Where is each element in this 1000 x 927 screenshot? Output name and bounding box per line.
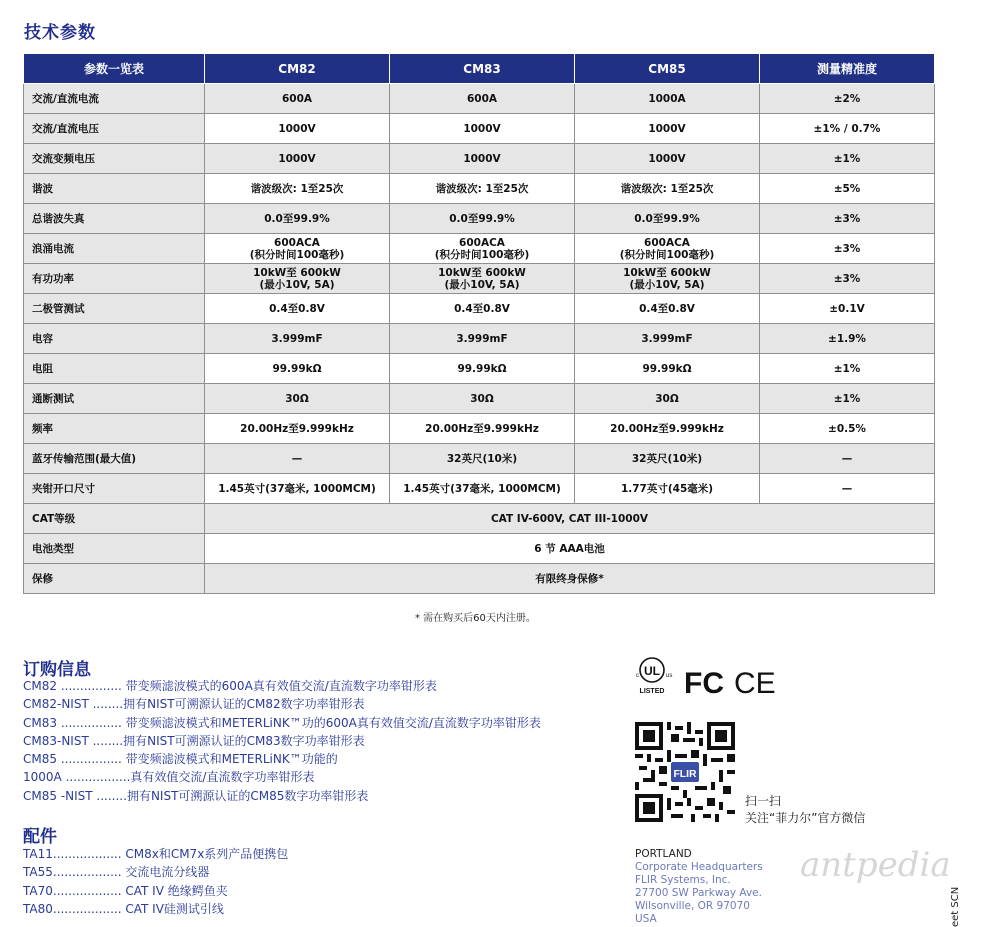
cell-line: (积分时间100毫秒) [619,248,715,261]
ul-listed-text: LISTED [639,688,665,695]
header-cell: 参数一览表 [24,54,205,84]
table-cell: 600A [205,84,390,114]
list-item: CM83 ................ 带变频滤波模式和METERLiNK™功的600A真有效值交流/直流数字功率钳形表 [23,715,541,730]
row-label: 频率 [24,414,205,444]
cell-line: 600ACA [274,236,320,249]
row-label: 夹钳开口尺寸 [24,474,205,504]
cell-line: (最小10V, 5A) [444,278,520,291]
accuracy-cell: ±1% [760,144,935,174]
cell-line: (积分时间100毫秒) [249,248,345,261]
table-cell [575,234,760,264]
table-cell: 20.00Hz至9.999kHz [205,414,390,444]
table-cell: 1000V [390,114,575,144]
table-cell: 0.0至99.9% [205,204,390,234]
accuracy-cell: ±1% [760,384,935,414]
table-cell [390,264,575,294]
table-cell: 有限终身保修* [205,564,935,594]
certification-marks [632,655,782,700]
table-row [24,474,935,504]
table-cell: 0.4至0.8V [575,294,760,324]
table-cell: 20.00Hz至9.999kHz [390,414,575,444]
table-row [24,504,935,534]
hq-address [635,848,763,926]
list-item: CM85 -NIST ........拥有NIST可溯源认证的CM85数字功率钳形表 [23,788,369,803]
table-cell: 99.99kΩ [390,354,575,384]
table-row [24,174,935,204]
table-cell: 0.4至0.8V [390,294,575,324]
ul-listed-icon [636,658,672,695]
list-item: 1000A .................真有效值交流/直流数字功率钳形表 [23,770,315,785]
table-cell [205,234,390,264]
accuracy-cell: ±2% [760,84,935,114]
table-row [24,444,935,474]
table-row [24,564,935,594]
accuracy-cell: ±5% [760,174,935,204]
side-text: eet SCN [950,886,961,927]
qr-brand-label: FLIR [673,769,697,781]
row-label: 浪涌电流 [24,234,205,264]
accuracy-cell: ±3% [760,234,935,264]
table-cell: 30Ω [205,384,390,414]
accuracy-cell: ±0.1V [760,294,935,324]
fcc-icon: FC [684,667,724,700]
cell-line: 600ACA [459,236,505,249]
hq-citystate: Wilsonville, OR 97070 [635,900,750,912]
row-label: 保修 [24,564,205,594]
table-cell: 3.999mF [205,324,390,354]
header-cell: CM82 [205,54,390,84]
cell-line: (最小10V, 5A) [259,278,335,291]
accuracy-cell: — [760,474,935,504]
table-row [24,384,935,414]
table-cell: 600A [390,84,575,114]
qr-code-icon [635,722,735,822]
accuracy-cell: ±1% [760,354,935,384]
wechat-line-2: 关注“菲力尔”官方微信 [745,811,866,825]
row-label: 通断测试 [24,384,205,414]
list-item: TA80.................. CAT IV硅测试引线 [23,901,224,916]
hq-country: USA [635,913,657,925]
spec-table [23,53,935,594]
table-row [24,144,935,174]
accessories-title: 配件 [23,827,57,847]
table-cell: 谐波级次: 1至25次 [575,174,760,204]
svg-text:UL: UL [644,664,660,678]
table-cell: 1000V [575,144,760,174]
table-cell [390,234,575,264]
table-cell: 99.99kΩ [575,354,760,384]
accuracy-cell: ±3% [760,204,935,234]
table-cell: 99.99kΩ [205,354,390,384]
ce-icon: CE [734,667,776,700]
row-label: 交流/直流电流 [24,84,205,114]
list-item: TA11.................. CM8x和CM7x系列产品便携包 [23,847,289,861]
hq-street: 27700 SW Parkway Ave. [635,887,762,899]
spec-table-header [24,54,935,84]
table-row [24,294,935,324]
hq-label: Corporate Headquarters [635,861,763,873]
row-label: 电阻 [24,354,205,384]
table-cell [205,264,390,294]
list-item: TA70.................. CAT IV 绝缘鳄鱼夹 [23,883,228,898]
list-item: TA55.................. 交流电流分线器 [23,865,210,880]
table-row [24,534,935,564]
table-row [24,264,935,294]
qr-code-graphic [635,722,735,822]
ordering-title: 订购信息 [23,660,91,680]
table-cell: 20.00Hz至9.999kHz [575,414,760,444]
table-cell: 1000A [575,84,760,114]
table-cell: 1000V [390,144,575,174]
cell-line: 10kW至 600kW [253,266,341,279]
table-row [24,114,935,144]
hq-city: PORTLAND [635,848,692,860]
accessories-list [23,845,288,918]
wechat-caption [745,793,865,827]
table-cell: 0.0至99.9% [575,204,760,234]
ordering-list [23,677,541,805]
cell-line: 600ACA [644,236,690,249]
list-item: CM85 ................ 带变频滤波模式和METERLiNK™功能的 [23,752,338,767]
spec-table-body [24,84,935,594]
page-title: 技术参数 [24,23,96,43]
table-cell: — [205,444,390,474]
table-cell [575,264,760,294]
table-cell: 1000V [205,144,390,174]
table-cell: 1000V [575,114,760,144]
ul-c-text: c [636,673,639,679]
cell-line: (最小10V, 5A) [629,278,705,291]
ul-us-text: us [666,673,673,679]
row-label: 交流/直流电压 [24,114,205,144]
header-cell: 测量精准度 [760,54,935,84]
watermark: antpedia [800,845,951,885]
table-cell: CAT IV-600V, CAT III-1000V [205,504,935,534]
accuracy-cell: ±1.9% [760,324,935,354]
row-label: 谐波 [24,174,205,204]
accuracy-cell: ±0.5% [760,414,935,444]
hq-company: FLIR Systems, Inc. [635,874,731,886]
row-label: 二极管测试 [24,294,205,324]
table-cell: 6 节 AAA电池 [205,534,935,564]
row-label: 电池类型 [24,534,205,564]
list-item: CM82 ................ 带变频滤波模式的600A真有效值交流/直流数字功率钳形表 [23,679,437,693]
table-row [24,84,935,114]
row-label: 交流变频电压 [24,144,205,174]
table-cell: 1.45英寸(37毫米, 1000MCM) [390,474,575,504]
row-label: 有功功率 [24,264,205,294]
accuracy-cell: ±3% [760,264,935,294]
header-cell: CM83 [390,54,575,84]
row-label: 蓝牙传输范围(最大值) [24,444,205,474]
table-cell: 30Ω [390,384,575,414]
table-row [24,204,935,234]
table-cell: 30Ω [575,384,760,414]
table-cell: 0.0至99.9% [390,204,575,234]
accuracy-cell: — [760,444,935,474]
row-label: 总谐波失真 [24,204,205,234]
cell-line: (积分时间100毫秒) [434,248,530,261]
table-cell: 32英尺(10米) [390,444,575,474]
table-cell: 0.4至0.8V [205,294,390,324]
header-cell: CM85 [575,54,760,84]
table-cell: 谐波级次: 1至25次 [390,174,575,204]
table-cell: 谐波级次: 1至25次 [205,174,390,204]
cell-line: 10kW至 600kW [623,266,711,279]
list-item: CM83-NIST ........拥有NIST可溯源认证的CM83数字功率钳形表 [23,733,365,748]
table-cell: 1.45英寸(37毫米, 1000MCM) [205,474,390,504]
certification-logos [632,655,782,700]
table-cell: 1000V [205,114,390,144]
table-row [24,234,935,264]
footnote-text: * 需在购买后60天内注册。 [415,613,536,624]
table-cell: 32英尺(10米) [575,444,760,474]
wechat-line-1: 扫一扫 [745,794,782,808]
cell-line: 10kW至 600kW [438,266,526,279]
table-cell: 1.77英寸(45毫米) [575,474,760,504]
row-label: CAT等级 [24,504,205,534]
table-cell: 3.999mF [575,324,760,354]
accuracy-cell: ±1% / 0.7% [760,114,935,144]
table-row [24,354,935,384]
table-row [24,414,935,444]
row-label: 电容 [24,324,205,354]
table-row [24,324,935,354]
table-cell: 3.999mF [390,324,575,354]
list-item: CM82-NIST ........拥有NIST可溯源认证的CM82数字功率钳形表 [23,697,365,712]
